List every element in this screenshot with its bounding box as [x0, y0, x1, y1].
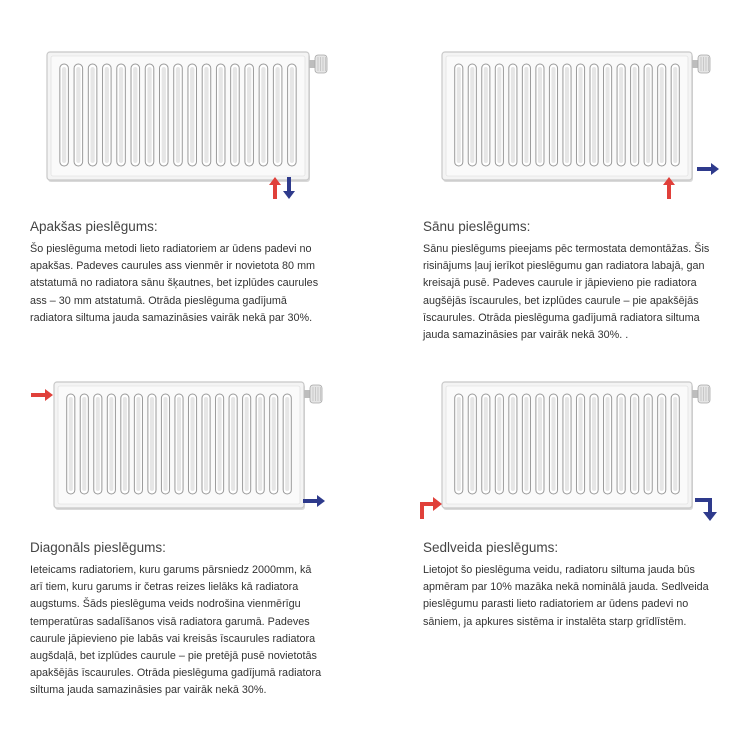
radiator-body	[442, 52, 693, 182]
text-line: Lietojot šo pieslēguma veidu, radiatoru siltuma jauda būs	[423, 564, 695, 576]
text-line: īscaurules. Otrāda pieslēguma gadījumā radiatora siltuma	[423, 311, 700, 324]
text-line: sāniem, ja apkures sistēma ir instalēta starp grīdlīstēm.	[423, 615, 687, 628]
return-arrow-right-icon	[302, 494, 326, 508]
text-line: radiatora siltuma jauda samazināsies vairāk nekā par 30%.	[30, 311, 313, 324]
text-line: augšējās īscaurules, bet izplūdes caurule – pie apakšējās	[423, 294, 699, 307]
thermostat-valve-icon	[692, 385, 710, 403]
return-arrow-elbow-icon	[694, 496, 720, 522]
text-line: risinājums ļauj ierīkot pieslēgumu gan radiatora labajā, gan	[423, 260, 705, 273]
text-line: jauda samazināsies par vairāk nekā 30%. .	[423, 329, 629, 342]
text-line: augšdaļā, bet izplūdes caurule – pie pretējā pusē novietotās	[30, 650, 317, 663]
supply-arrow-up-icon	[268, 176, 282, 200]
text-line: Ieteicams radiatoriem, kuru garums pārsniedz 2000mm, kā	[30, 564, 312, 576]
text-line: kreisajā pusē. Padeves caurule ir jāpievieno pie radiatora	[423, 277, 697, 290]
return-arrow-right-icon	[696, 162, 720, 176]
section-description	[423, 562, 709, 631]
supply-arrow-up-icon	[662, 176, 676, 200]
thermostat-valve-icon	[692, 55, 710, 73]
text-line: augstums. Šāds pieslēguma veids nodrošina vienmērīgu	[30, 598, 301, 611]
supply-arrow-right-icon	[30, 388, 54, 402]
text-line: Šo pieslēguma metodi lieto radiatoriem ar ūdens padevi no	[30, 243, 312, 255]
text-line: temperatūras sadalīšanos visā radiatora garumā. Padeves	[30, 615, 310, 628]
section-description	[423, 241, 709, 344]
text-line: arī tiem, kuru garums ir četras reizes lielāks kā radiatora	[30, 581, 299, 594]
radiator-body	[442, 382, 693, 510]
text-line: caurule jāpievieno pie labās vai kreisās īscaurules radiatora	[30, 632, 316, 645]
text-line: siltuma jauda samazināsies par vairāk nekā 30%.	[30, 684, 267, 697]
section-heading: Diagonāls pieslēgums:	[30, 540, 166, 555]
text-line: apmēram par 10% mazāka nekā nominālā jauda. Sedlveida	[423, 581, 709, 594]
text-line: atstatumā no radiatora sānu šķautnes, bet izplūdes caurules	[30, 277, 319, 290]
radiator-body	[54, 382, 305, 510]
return-arrow-down-icon	[282, 176, 296, 200]
supply-arrow-elbow-icon	[418, 494, 444, 520]
radiator-saddle-image	[440, 380, 725, 530]
thermostat-valve-icon	[304, 385, 322, 403]
radiator-body	[47, 52, 310, 182]
radiator-diagonal-image	[52, 380, 337, 530]
text-line: pieslēgumu parasti lieto radiatoriem ar ūdens padevi no	[423, 598, 689, 611]
section-description	[30, 241, 318, 327]
section-description	[30, 562, 321, 700]
section-heading: Sānu pieslēgums:	[423, 219, 531, 234]
text-line: apakšējās īscaurules. Otrāda pieslēguma gadījumā radiatora	[30, 667, 322, 680]
section-heading: Apakšas pieslēgums:	[30, 219, 158, 234]
text-line: Sānu pieslēgums pieejams pēc termostata demontāžas. Šis	[423, 243, 710, 255]
text-line: ass – 30 mm atstatumā. Otrāda pieslēguma gadījumā	[30, 294, 287, 307]
section-heading: Sedlveida pieslēgums:	[423, 540, 559, 555]
text-line: apakšas. Padeves caurules ass vienmēr ir novietota 80 mm	[30, 260, 316, 273]
thermostat-valve-icon	[309, 55, 327, 73]
radiator-side-image	[440, 50, 725, 200]
